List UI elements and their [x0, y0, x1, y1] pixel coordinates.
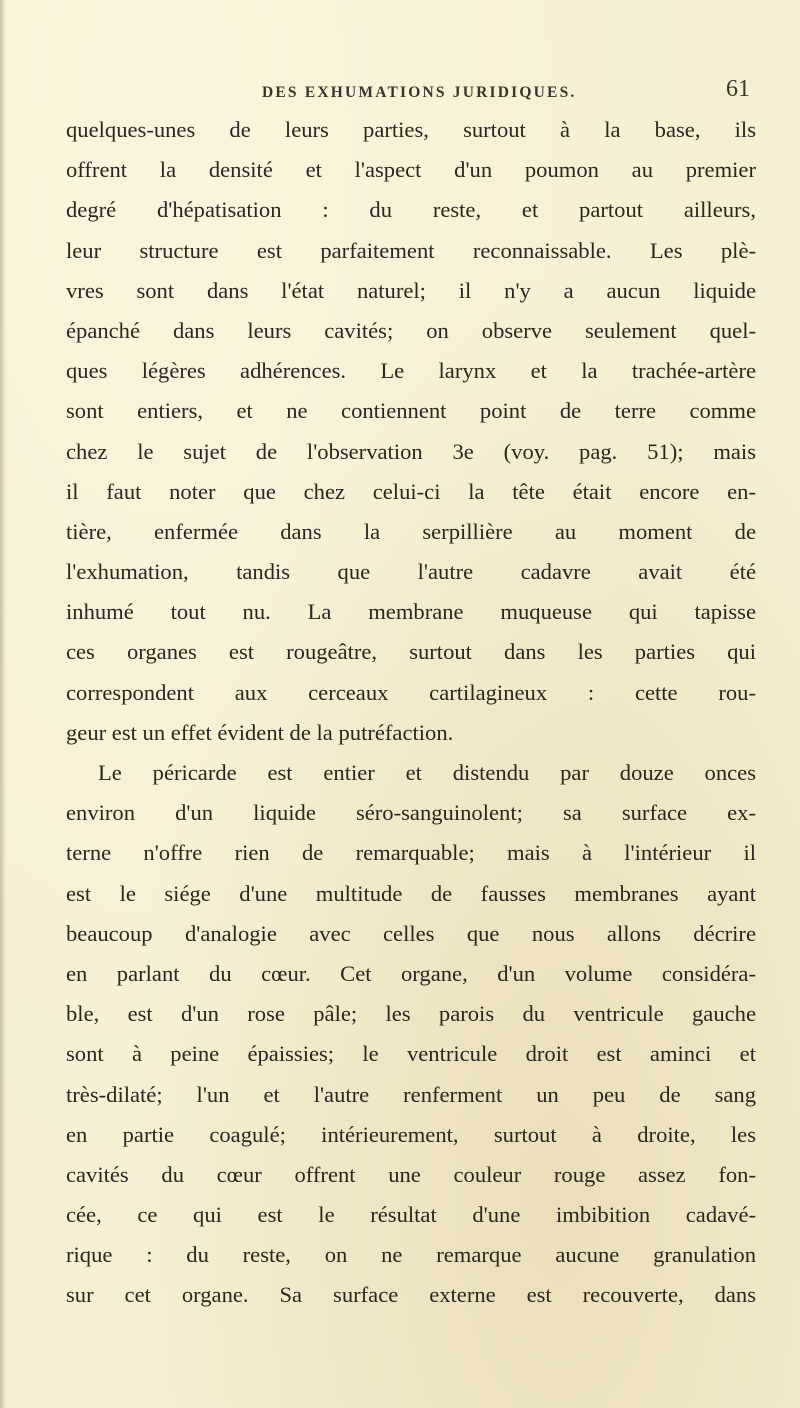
- text-line: inhumé tout nu. La membrane muqueuse qui tapisse: [66, 599, 756, 625]
- paragraph-start-line: Le péricarde est entier et distendu par douze onces: [98, 760, 756, 785]
- paragraph-end-line: geur est un effet évident de la putréfaction.: [66, 719, 454, 745]
- text-line: l'exhumation, tandis que l'autre cadavre avait été: [66, 559, 756, 585]
- text-line: correspondent aux cerceaux cartilagineux : cette rou-: [66, 679, 756, 705]
- text-line: quelques-unes de leurs parties, surtout à la base, ils: [66, 117, 756, 142]
- text-line: cavités du cœur offrent une couleur rouge assez fon-: [66, 1161, 756, 1187]
- text-line: offrent la densité et l'aspect d'un poumon au premier: [66, 157, 756, 183]
- text-line: sont entiers, et ne contiennent point de terre comme: [66, 398, 756, 424]
- text-line: leur structure est parfaitement reconnaissable. Les plè-: [66, 237, 756, 263]
- text-line: est le siége d'une multitude de fausses membranes ayant: [66, 880, 756, 906]
- page-binding-shadow: [0, 0, 6, 1408]
- text-line: il faut noter que chez celui-ci la tête était encore en-: [66, 478, 756, 504]
- running-header: DES EXHUMATIONS JURIDIQUES.: [262, 84, 577, 101]
- text-line: sont à peine épaissies; le ventricule droit est aminci et: [66, 1041, 756, 1067]
- text-line: chez le sujet de l'observation 3e (voy. pag. 51); mais: [66, 438, 756, 464]
- text-line: tière, enfermée dans la serpillière au moment de: [66, 518, 756, 544]
- text-line: très-dilaté; l'un et l'autre renferment un peu de sang: [66, 1081, 756, 1107]
- text-line: sur cet organe. Sa surface externe est recouverte, dans: [66, 1282, 756, 1308]
- text-line: en parlant du cœur. Cet organe, d'un volume considéra-: [66, 960, 756, 986]
- page-number: 61: [726, 76, 750, 102]
- text-line: ques légères adhérences. Le larynx et la trachée-artère: [66, 358, 756, 384]
- text-line: degré d'hépatisation : du reste, et partout ailleurs,: [66, 197, 756, 223]
- text-line: beaucoup d'analogie avec celles que nous allons décrire: [66, 920, 756, 946]
- text-line: en partie coagulé; intérieurement, surtout à droite, les: [66, 1121, 756, 1147]
- text-line: cée, ce qui est le résultat d'une imbibition cadavé-: [66, 1202, 756, 1228]
- text-line: épanché dans leurs cavités; on observe seulement quel-: [66, 317, 756, 343]
- text-line: terne n'offre rien de remarquable; mais à l'intérieur il: [66, 840, 756, 866]
- text-line: ces organes est rougeâtre, surtout dans les parties qui: [66, 639, 756, 665]
- text-line: rique : du reste, on ne remarque aucune granulation: [66, 1242, 756, 1268]
- body-text: [66, 110, 756, 1316]
- text-line: environ d'un liquide séro-sanguinolent; sa surface ex-: [66, 800, 756, 826]
- text-line: vres sont dans l'état naturel; il n'y a aucun liquide: [66, 277, 756, 303]
- text-line: ble, est d'un rose pâle; les parois du ventricule gauche: [66, 1001, 756, 1027]
